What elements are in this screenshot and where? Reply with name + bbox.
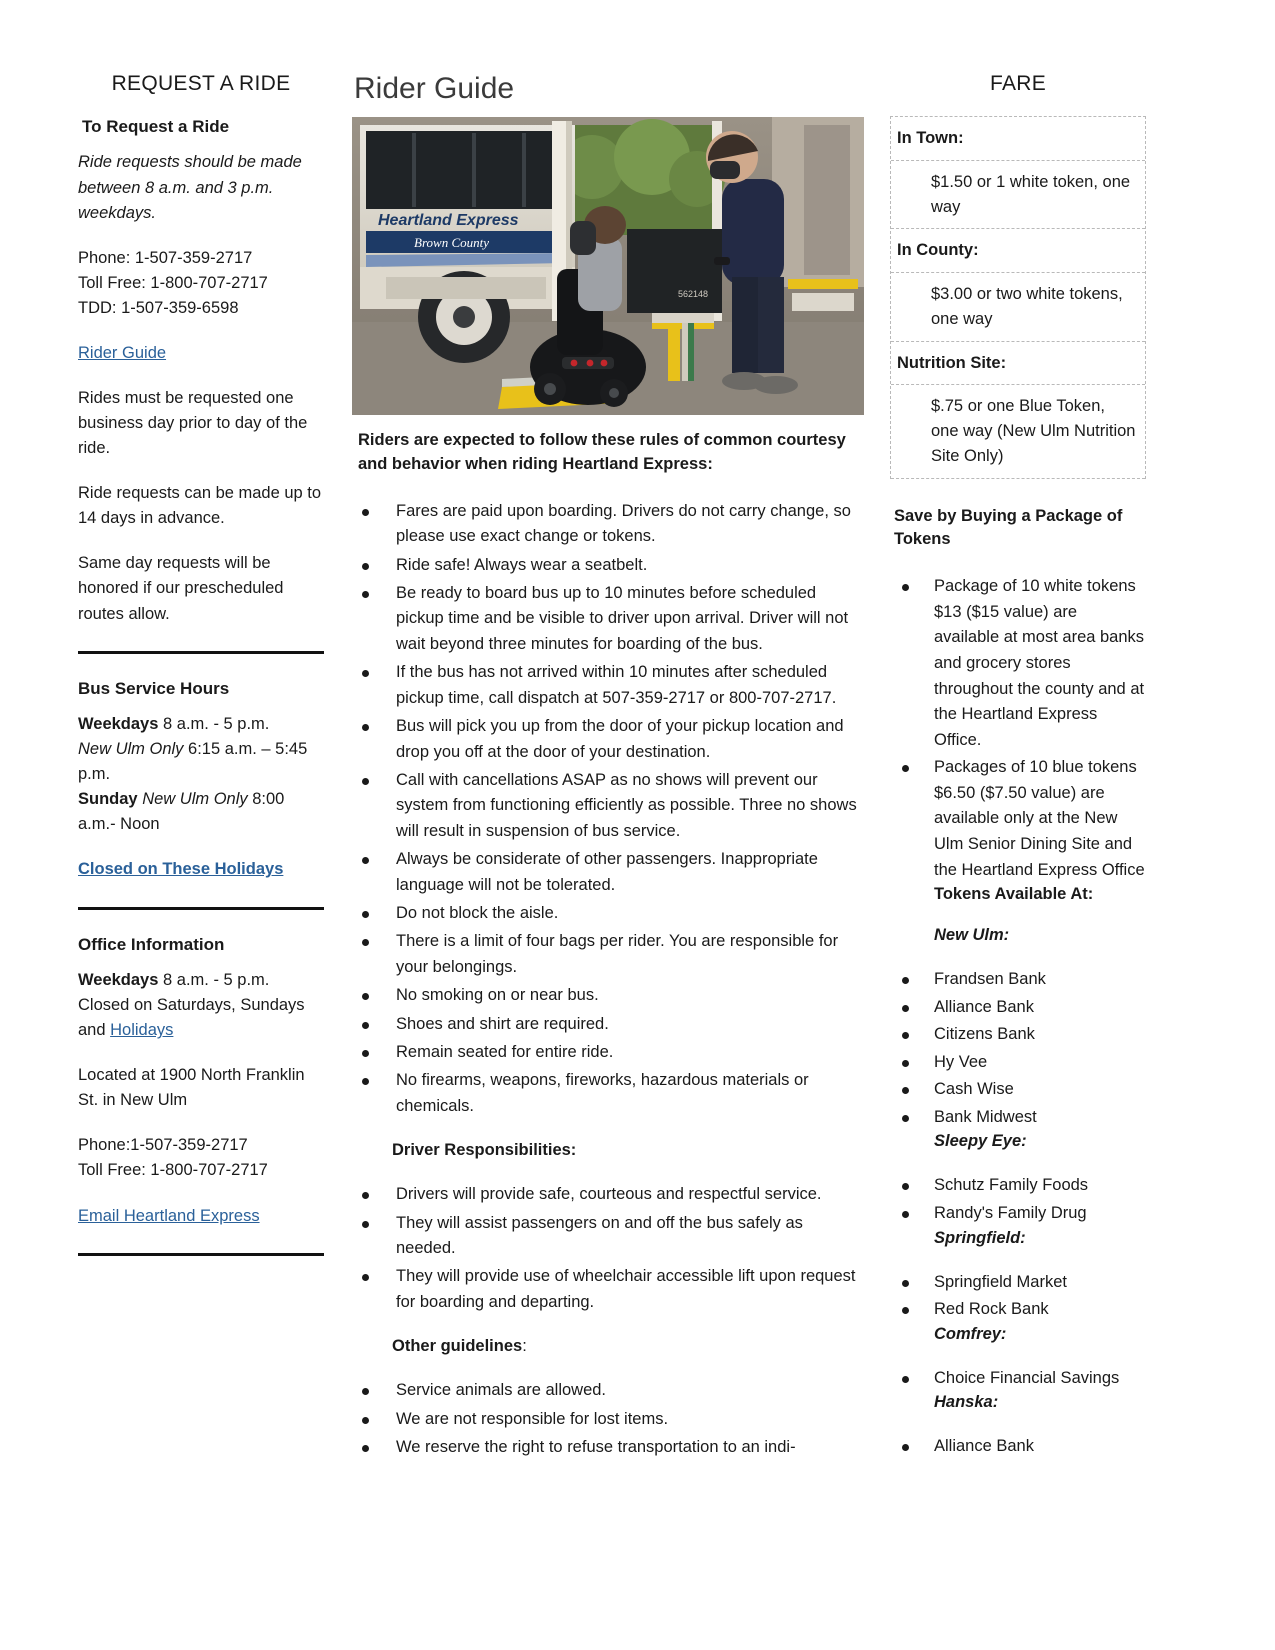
fare-heading: FARE — [989, 72, 1047, 95]
list-item: Bus will pick you up from the door of your pickup location and drop you off at the door of your destination. — [352, 714, 864, 765]
sunday-label: Sunday — [78, 790, 138, 809]
list-item: Hy Vee — [890, 1050, 1146, 1076]
new-ulm-only-label: New Ulm Only — [78, 740, 184, 759]
list-item: We reserve the right to refuse transportation to an indi- — [352, 1435, 864, 1460]
divider-3 — [78, 1253, 324, 1256]
token-locations-springfield — [890, 1270, 1146, 1323]
office-phone: Phone:1-507-359-2717 — [78, 1136, 248, 1155]
page-title: Rider Guide — [354, 72, 515, 105]
email-link-wrap — [78, 1204, 324, 1229]
other-guidelines-heading — [392, 1337, 864, 1356]
office-toll-free: Toll Free: 1-800-707-2717 — [78, 1161, 268, 1180]
list-item: No smoking on or near bus. — [352, 983, 864, 1008]
closed-holidays-link[interactable]: Closed on These Holidays — [78, 860, 284, 879]
to-request-a-ride-title: To Request a Ride — [82, 117, 230, 136]
list-item: No firearms, weapons, fireworks, hazardous materials or chemicals. — [352, 1068, 864, 1119]
list-item: They will assist passengers on and off the bus safely as needed. — [352, 1211, 864, 1262]
request-a-ride-heading: REQUEST A RIDE — [111, 72, 291, 95]
toll-free-text: Toll Free: 1-800-707-2717 — [78, 273, 268, 292]
list-item: Package of 10 white tokens $13 ($15 value) are available at most area banks and grocery stores throughout the county and at the Heartland Express Office. — [890, 574, 1146, 753]
list-item: Be ready to board bus up to 10 minutes before scheduled pickup time and be visible to driver upon arrival. Driver will not wait beyond three minutes for boarding of the bus. — [352, 581, 864, 657]
photo-illustration — [352, 117, 864, 415]
fare-label-nutrition-site: Nutrition Site: — [891, 342, 1145, 386]
driver-responsibilities-list — [352, 1182, 864, 1315]
bus-service-hours-title: Bus Service Hours — [78, 678, 230, 698]
list-item: Shoes and shirt are required. — [352, 1012, 864, 1037]
driver-responsibilities-heading: Driver Responsibilities: — [392, 1141, 577, 1160]
sunday-value: 8:00 a.m.- Noon — [78, 790, 285, 834]
office-closed-text: Closed on Saturdays, Sundays and — [78, 996, 305, 1040]
fare-label-in-town: In Town: — [891, 117, 1145, 161]
town-heading-hanska: Hanska: — [934, 1393, 999, 1412]
list-item: Drivers will provide safe, courteous and respectful service. — [352, 1182, 864, 1207]
package-list — [890, 574, 1146, 883]
rider-guide-link[interactable]: Rider Guide — [78, 343, 167, 362]
office-information-title: Office Information — [78, 934, 225, 954]
advance-booking-note: Rides must be requested one business day prior to day of the ride. — [78, 388, 308, 458]
tokens-available-title: Tokens Available At: — [934, 885, 1094, 904]
list-item: We are not responsible for lost items. — [352, 1407, 864, 1432]
fare-value-in-county: $3.00 or two white tokens, one way — [891, 273, 1145, 342]
rider-guide-link-wrap — [78, 341, 324, 366]
office-address: Located at 1900 North Franklin St. in New Ulm — [78, 1066, 305, 1110]
fare-value-nutrition-site: $.75 or one Blue Token, one way (New Ulm Nutrition Site Only) — [891, 385, 1145, 478]
office-hours-block — [78, 968, 324, 1043]
list-item: Do not block the aisle. — [352, 901, 864, 926]
svg-text:562148: 562148 — [678, 289, 709, 299]
list-item: Frandsen Bank — [890, 967, 1146, 993]
list-item: Red Rock Bank — [890, 1297, 1146, 1323]
contact-block — [78, 246, 324, 321]
list-item: Randy's Family Drug — [890, 1201, 1146, 1227]
token-locations-hanska — [890, 1434, 1146, 1460]
token-locations-sleepy-eye — [890, 1173, 1146, 1226]
fare-column — [890, 72, 1146, 1462]
office-weekdays-label: Weekdays — [78, 970, 159, 989]
rules-list — [352, 499, 864, 1119]
list-item: Bank Midwest — [890, 1105, 1146, 1131]
sunday-new-ulm-only: New Ulm Only — [142, 790, 248, 809]
svg-text:Brown County: Brown County — [414, 235, 489, 250]
weekdays-value: 8 a.m. - 5 p.m. — [158, 715, 270, 734]
town-heading-sleepy-eye: Sleepy Eye: — [934, 1132, 1027, 1151]
token-locations-new-ulm — [890, 967, 1146, 1130]
email-heartland-express-link[interactable]: Email Heartland Express — [78, 1206, 260, 1225]
fare-label-in-county: In County: — [891, 229, 1145, 273]
ride-request-hours-note: Ride requests should be made between 8 a.m. and 3 p.m. weekdays. — [78, 153, 302, 222]
list-item: They will provide use of wheelchair accessible lift upon request for boarding and departing. — [352, 1264, 864, 1315]
office-contact-block — [78, 1133, 324, 1183]
holidays-link-wrap — [78, 857, 324, 882]
town-heading-new-ulm: New Ulm: — [934, 926, 1010, 945]
divider-1 — [78, 651, 324, 654]
list-item: Choice Financial Savings — [890, 1366, 1146, 1392]
list-item: Always be considerate of other passengers. Inappropriate language will not be tolerated. — [352, 847, 864, 898]
office-weekdays-value: 8 a.m. - 5 p.m. — [158, 970, 270, 989]
list-item: Schutz Family Foods — [890, 1173, 1146, 1199]
fourteen-days-note: Ride requests can be made up to 14 days in advance. — [78, 484, 322, 528]
list-item: If the bus has not arrived within 10 minutes after scheduled pickup time, call dispatch at 507-359-2717 or 800-707-2717. — [352, 660, 864, 711]
list-item: There is a limit of four bags per rider. You are responsible for your belongings. — [352, 929, 864, 980]
list-item: Remain seated for entire ride. — [352, 1040, 864, 1065]
list-item: Packages of 10 blue tokens $6.50 ($7.50 value) are available only at the New Ulm Senior Dining Site and the Heartland Express Office — [890, 755, 1146, 883]
request-a-ride-column — [78, 72, 324, 1280]
list-item: Alliance Bank — [890, 995, 1146, 1021]
list-item: Citizens Bank — [890, 1022, 1146, 1048]
town-heading-springfield: Springfield: — [934, 1228, 1026, 1247]
list-item: Springfield Market — [890, 1270, 1146, 1296]
list-item: Cash Wise — [890, 1077, 1146, 1103]
list-item: Service animals are allowed. — [352, 1378, 864, 1403]
rider-guide-column — [352, 72, 864, 1463]
same-day-note: Same day requests will be honored if our prescheduled routes allow. — [78, 554, 284, 623]
other-guidelines-list — [352, 1378, 864, 1460]
list-item: Call with cancellations ASAP as no shows will prevent our system from functioning efficiently as possible. Three no shows will result in suspension of bus service. — [352, 768, 864, 844]
phone-text: Phone: 1-507-359-2717 — [78, 248, 253, 267]
rules-lead-text: Riders are expected to follow these rules of common courtesy and behavior when riding Heartland Express: — [358, 431, 846, 473]
token-locations-comfrey — [890, 1366, 1146, 1392]
list-item: Fares are paid upon boarding. Drivers do not carry change, so please use exact change or tokens. — [352, 499, 864, 550]
svg-text:Heartland Express: Heartland Express — [378, 212, 519, 229]
bus-wheelchair-lift-photo — [352, 117, 864, 415]
other-guidelines-colon: : — [522, 1337, 527, 1356]
list-item: Alliance Bank — [890, 1434, 1146, 1460]
bus-service-hours-block — [78, 712, 324, 837]
other-guidelines-text: Other guidelines — [392, 1337, 523, 1356]
weekdays-label: Weekdays — [78, 715, 159, 734]
package-savings-title: Save by Buying a Package of Tokens — [894, 506, 1123, 549]
list-item: Ride safe! Always wear a seatbelt. — [352, 553, 864, 578]
new-ulm-only-value: 6:15 a.m. – 5:45 p.m. — [78, 740, 308, 784]
divider-2 — [78, 907, 324, 910]
fare-table — [890, 116, 1146, 479]
town-heading-comfrey: Comfrey: — [934, 1324, 1007, 1343]
tdd-text: TDD: 1-507-359-6598 — [78, 298, 239, 317]
office-holidays-link[interactable]: Holidays — [110, 1021, 174, 1040]
fare-value-in-town: $1.50 or 1 white token, one way — [891, 161, 1145, 230]
